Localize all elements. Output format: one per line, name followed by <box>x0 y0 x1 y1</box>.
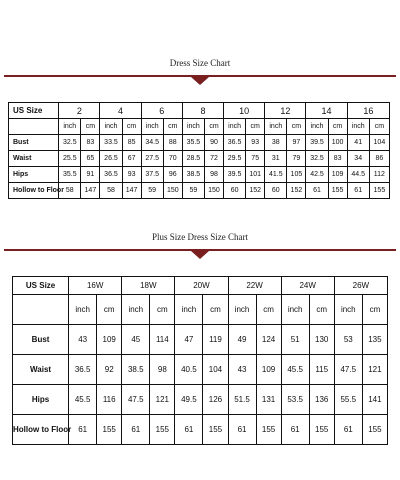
measurement-value: 34.5 <box>141 135 163 151</box>
unit-inch-cell: inch <box>228 295 256 325</box>
plus-chart-divider-notch <box>191 251 209 259</box>
size-header-cell: 8 <box>182 103 223 119</box>
measurement-value: 38 <box>265 135 287 151</box>
measurement-row <box>13 355 388 385</box>
measurement-value: 155 <box>203 415 228 445</box>
unit-inch-cell: inch <box>122 295 150 325</box>
measurement-value: 150 <box>163 183 182 199</box>
measurement-value: 49.5 <box>175 385 203 415</box>
unit-cm-cell: cm <box>362 295 387 325</box>
measurement-value: 49 <box>228 325 256 355</box>
measurement-value: 155 <box>309 415 334 445</box>
measurement-label: Hollow to Floor <box>9 183 59 199</box>
plus-size-table <box>12 276 388 445</box>
unit-inch-cell: inch <box>224 119 246 135</box>
measurement-value: 35.5 <box>59 167 81 183</box>
measurement-value: 114 <box>150 325 175 355</box>
unit-cm-cell: cm <box>122 119 141 135</box>
measurement-value: 41 <box>347 135 369 151</box>
measurement-value: 33.5 <box>100 135 122 151</box>
unit-header-row <box>13 295 388 325</box>
measurement-label: Bust <box>13 325 69 355</box>
size-header-cell: 20W <box>175 277 228 295</box>
measurement-value: 43 <box>228 355 256 385</box>
measurement-label: Waist <box>13 355 69 385</box>
measurement-value: 109 <box>97 325 122 355</box>
measurement-value: 60 <box>265 183 287 199</box>
measurement-value: 152 <box>287 183 306 199</box>
measurement-value: 38.5 <box>182 167 204 183</box>
size-header-cell: 18W <box>122 277 175 295</box>
measurement-value: 45.5 <box>69 385 97 415</box>
measurement-value: 70 <box>163 151 182 167</box>
measurement-value: 96 <box>163 167 182 183</box>
measurement-value: 45.5 <box>281 355 309 385</box>
measurement-value: 36.5 <box>100 167 122 183</box>
unit-inch-cell: inch <box>59 119 81 135</box>
unit-cm-cell: cm <box>97 295 122 325</box>
measurement-row <box>9 151 390 167</box>
measurement-value: 59 <box>182 183 204 199</box>
measurement-value: 116 <box>97 385 122 415</box>
measurement-value: 86 <box>369 151 389 167</box>
dress-chart-title: Dress Size Chart <box>169 58 231 68</box>
measurement-value: 92 <box>97 355 122 385</box>
measurement-value: 47.5 <box>122 385 150 415</box>
measurement-value: 53.5 <box>281 385 309 415</box>
measurement-value: 26.5 <box>100 151 122 167</box>
measurement-value: 32.5 <box>306 151 328 167</box>
unit-cm-cell: cm <box>369 119 389 135</box>
measurement-value: 97 <box>287 135 306 151</box>
size-header-cell: 4 <box>100 103 141 119</box>
unit-inch-cell: inch <box>347 119 369 135</box>
measurement-value: 55.5 <box>334 385 362 415</box>
measurement-value: 135 <box>362 325 387 355</box>
measurement-value: 83 <box>81 135 100 151</box>
measurement-value: 109 <box>328 167 347 183</box>
measurement-row <box>13 325 388 355</box>
measurement-row <box>13 385 388 415</box>
measurement-value: 150 <box>204 183 223 199</box>
unit-inch-cell: inch <box>175 295 203 325</box>
measurement-value: 58 <box>59 183 81 199</box>
unit-header-blank <box>13 295 69 325</box>
measurement-value: 126 <box>203 385 228 415</box>
measurement-value: 152 <box>246 183 265 199</box>
measurement-value: 91 <box>81 167 100 183</box>
measurement-value: 136 <box>309 385 334 415</box>
size-header-cell: 16 <box>347 103 389 119</box>
measurement-value: 101 <box>246 167 265 183</box>
measurement-value: 100 <box>328 135 347 151</box>
measurement-value: 51 <box>281 325 309 355</box>
size-header-cell: 12 <box>265 103 306 119</box>
measurement-value: 61 <box>175 415 203 445</box>
measurement-value: 104 <box>203 355 228 385</box>
unit-inch-cell: inch <box>182 119 204 135</box>
measurement-row <box>9 183 390 199</box>
measurement-value: 65 <box>81 151 100 167</box>
measurement-value: 29.5 <box>224 151 246 167</box>
measurement-value: 34 <box>347 151 369 167</box>
measurement-value: 58 <box>100 183 122 199</box>
measurement-value: 90 <box>204 135 223 151</box>
measurement-value: 119 <box>203 325 228 355</box>
measurement-value: 41.5 <box>265 167 287 183</box>
unit-inch-cell: inch <box>281 295 309 325</box>
measurement-row <box>9 135 390 151</box>
unit-cm-cell: cm <box>287 119 306 135</box>
measurement-value: 61 <box>306 183 328 199</box>
measurement-value: 67 <box>122 151 141 167</box>
unit-cm-cell: cm <box>81 119 100 135</box>
measurement-value: 124 <box>256 325 281 355</box>
measurement-value: 155 <box>256 415 281 445</box>
measurement-value: 37.5 <box>141 167 163 183</box>
measurement-value: 141 <box>362 385 387 415</box>
measurement-value: 98 <box>204 167 223 183</box>
unit-cm-cell: cm <box>204 119 223 135</box>
measurement-value: 112 <box>369 167 389 183</box>
measurement-value: 61 <box>334 415 362 445</box>
unit-inch-cell: inch <box>69 295 97 325</box>
size-header-row <box>13 277 388 295</box>
measurement-value: 155 <box>362 415 387 445</box>
measurement-value: 83 <box>328 151 347 167</box>
measurement-value: 35.5 <box>182 135 204 151</box>
measurement-value: 131 <box>256 385 281 415</box>
measurement-value: 51.5 <box>228 385 256 415</box>
measurement-value: 75 <box>246 151 265 167</box>
size-header-label: US Size <box>13 277 69 295</box>
measurement-value: 147 <box>81 183 100 199</box>
measurement-value: 31 <box>265 151 287 167</box>
measurement-value: 42.5 <box>306 167 328 183</box>
unit-inch-cell: inch <box>100 119 122 135</box>
measurement-value: 27.5 <box>141 151 163 167</box>
measurement-value: 109 <box>256 355 281 385</box>
measurement-value: 40.5 <box>175 355 203 385</box>
unit-cm-cell: cm <box>309 295 334 325</box>
measurement-value: 61 <box>347 183 369 199</box>
dress-size-table <box>8 102 390 199</box>
size-header-row <box>9 103 390 119</box>
measurement-value: 115 <box>309 355 334 385</box>
measurement-value: 79 <box>287 151 306 167</box>
measurement-value: 53 <box>334 325 362 355</box>
measurement-value: 93 <box>246 135 265 151</box>
size-header-cell: 6 <box>141 103 182 119</box>
measurement-value: 44.5 <box>347 167 369 183</box>
measurement-value: 88 <box>163 135 182 151</box>
unit-header-row <box>9 119 390 135</box>
unit-cm-cell: cm <box>256 295 281 325</box>
measurement-value: 43 <box>69 325 97 355</box>
measurement-label: Hips <box>13 385 69 415</box>
size-header-cell: 14 <box>306 103 347 119</box>
unit-inch-cell: inch <box>141 119 163 135</box>
size-header-cell: 26W <box>334 277 387 295</box>
unit-header-blank <box>9 119 59 135</box>
measurement-value: 61 <box>228 415 256 445</box>
measurement-value: 155 <box>369 183 389 199</box>
measurement-value: 59 <box>141 183 163 199</box>
measurement-value: 130 <box>309 325 334 355</box>
measurement-value: 105 <box>287 167 306 183</box>
measurement-label: Hips <box>9 167 59 183</box>
measurement-value: 121 <box>362 355 387 385</box>
measurement-value: 39.5 <box>306 135 328 151</box>
measurement-value: 25.5 <box>59 151 81 167</box>
measurement-value: 104 <box>369 135 389 151</box>
measurement-value: 60 <box>224 183 246 199</box>
measurement-value: 47 <box>175 325 203 355</box>
measurement-value: 147 <box>122 183 141 199</box>
measurement-value: 61 <box>281 415 309 445</box>
measurement-value: 32.5 <box>59 135 81 151</box>
size-header-label: US Size <box>9 103 59 119</box>
unit-inch-cell: inch <box>334 295 362 325</box>
measurement-value: 39.5 <box>224 167 246 183</box>
measurement-label: Bust <box>9 135 59 151</box>
measurement-value: 85 <box>122 135 141 151</box>
measurement-value: 93 <box>122 167 141 183</box>
size-header-cell: 22W <box>228 277 281 295</box>
measurement-value: 61 <box>69 415 97 445</box>
measurement-value: 155 <box>150 415 175 445</box>
measurement-value: 45 <box>122 325 150 355</box>
size-header-cell: 16W <box>69 277 122 295</box>
unit-inch-cell: inch <box>306 119 328 135</box>
measurement-value: 28.5 <box>182 151 204 167</box>
size-header-cell: 2 <box>59 103 100 119</box>
measurement-value: 61 <box>122 415 150 445</box>
measurement-value: 121 <box>150 385 175 415</box>
measurement-value: 47.5 <box>334 355 362 385</box>
unit-cm-cell: cm <box>163 119 182 135</box>
measurement-value: 98 <box>150 355 175 385</box>
measurement-label: Hollow to Floor <box>13 415 69 445</box>
measurement-value: 36.5 <box>69 355 97 385</box>
unit-inch-cell: inch <box>265 119 287 135</box>
unit-cm-cell: cm <box>203 295 228 325</box>
measurement-label: Waist <box>9 151 59 167</box>
dress-chart-divider-notch <box>191 77 209 85</box>
unit-cm-cell: cm <box>150 295 175 325</box>
measurement-value: 38.5 <box>122 355 150 385</box>
size-header-cell: 10 <box>224 103 265 119</box>
measurement-value: 36.5 <box>224 135 246 151</box>
measurement-value: 72 <box>204 151 223 167</box>
unit-cm-cell: cm <box>328 119 347 135</box>
measurement-value: 155 <box>97 415 122 445</box>
unit-cm-cell: cm <box>246 119 265 135</box>
size-header-cell: 24W <box>281 277 334 295</box>
measurement-row <box>9 167 390 183</box>
plus-chart-title: Plus Size Dress Size Chart <box>152 232 248 242</box>
measurement-row <box>13 415 388 445</box>
measurement-value: 155 <box>328 183 347 199</box>
